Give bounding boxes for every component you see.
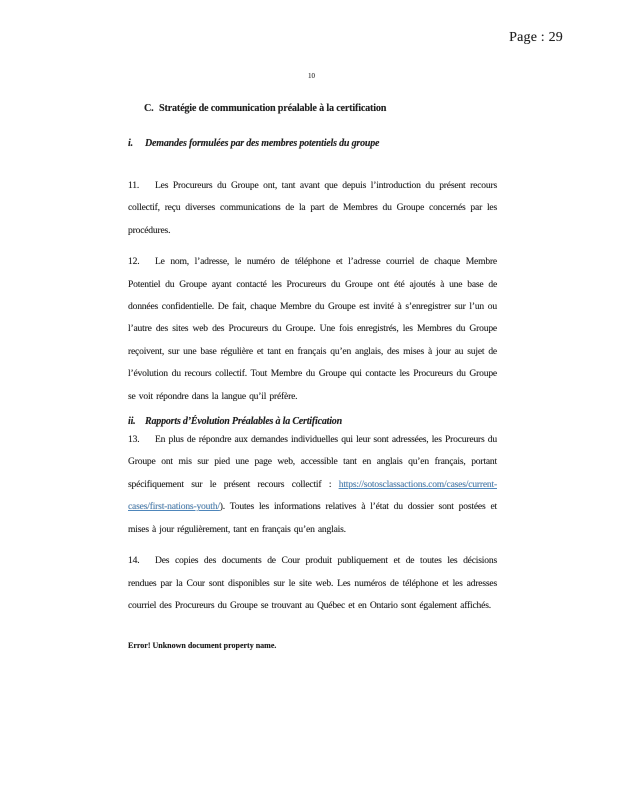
paragraph-11 [128, 175, 497, 242]
paragraph-11-text: Les Procureurs du Groupe ont, tant avant que depuis l’introduction du présent recours collectif, reçu diverses communications de la part de Membres du Groupe concernés par les procédures. [128, 180, 497, 236]
paragraph-12-number: 12. [128, 256, 140, 268]
subheading-i-text: Demandes formulées par des membres potentiels du groupe [145, 138, 380, 149]
header-page-number: Page : 29 [509, 30, 563, 45]
subheading-ii-text: Rapports d’Évolution Préalables à la Certification [145, 416, 342, 428]
paragraph-12 [128, 251, 497, 408]
subheading-ii-number: ii. [128, 416, 136, 428]
subheading-i-number: i. [128, 138, 133, 149]
section-heading-c-text: Stratégie de communication préalable à la certification [159, 103, 387, 114]
paragraph-12-text: Le nom, l’adresse, le numéro de téléphone et l’adresse courriel de chaque Membre Potentiel du Groupe ayant contacté les Procureurs du Groupe ont été ajoutés à une base de données confidentielle. De fait, chaque Membre du Groupe est invité à s’enregistrer sur l’un ou l’autre des sites web des Procureurs du Groupe. Une fois enregistrés, les Membres du Groupe reçoivent, sur une base régulière et tant en français qu’en anglais, des mises à jour au sujet de l’évolution du recours collectif. Tout Membre du Groupe qui contacte les Procureurs du Groupe se voit répondre dans la langue qu’il préfère. [128, 256, 497, 402]
section-heading-c-number: C. [144, 103, 154, 114]
paragraph-13-text-after-link: ). Toutes les informations relatives à l’état du dossier sont postées et mises à jour régulièrement, tant en français qu’en anglais. [128, 501, 497, 535]
paragraph-14 [128, 550, 497, 617]
paragraph-11-number: 11. [128, 180, 140, 191]
footer-error-text: Error! Unknown document property name. [128, 641, 277, 650]
paragraph-14-number: 14. [128, 555, 140, 567]
paragraph-13 [128, 429, 497, 541]
subheading-ii [128, 415, 497, 429]
subheading-i [128, 137, 497, 151]
paragraph-13-text-before-link: En plus de répondre aux demandes individuelles qui leur sont adressées, les Procureurs du Groupe ont mis sur pied une page web, accessible tant en anglais qu’en français, portant spécifiquement sur le présent recours collectif : [128, 434, 497, 490]
document-inner-page-number: 10 [308, 72, 315, 80]
paragraph-14-text: Des copies des documents de Cour produit publiquement et de toutes les décisions rendues par la Cour sont disponibles sur le site web. Les numéros de téléphone et les adresses courriel des Procureurs du Groupe se trouvant au Québec et en Ontario sont également affichés. [128, 555, 497, 611]
case-website-link[interactable]: https://sotosclassactions.com/cases/current-cases/first-nations-youth/ [128, 478, 497, 513]
document-body [128, 100, 497, 617]
section-heading-c [144, 102, 497, 116]
paragraph-13-number: 13. [128, 434, 140, 446]
